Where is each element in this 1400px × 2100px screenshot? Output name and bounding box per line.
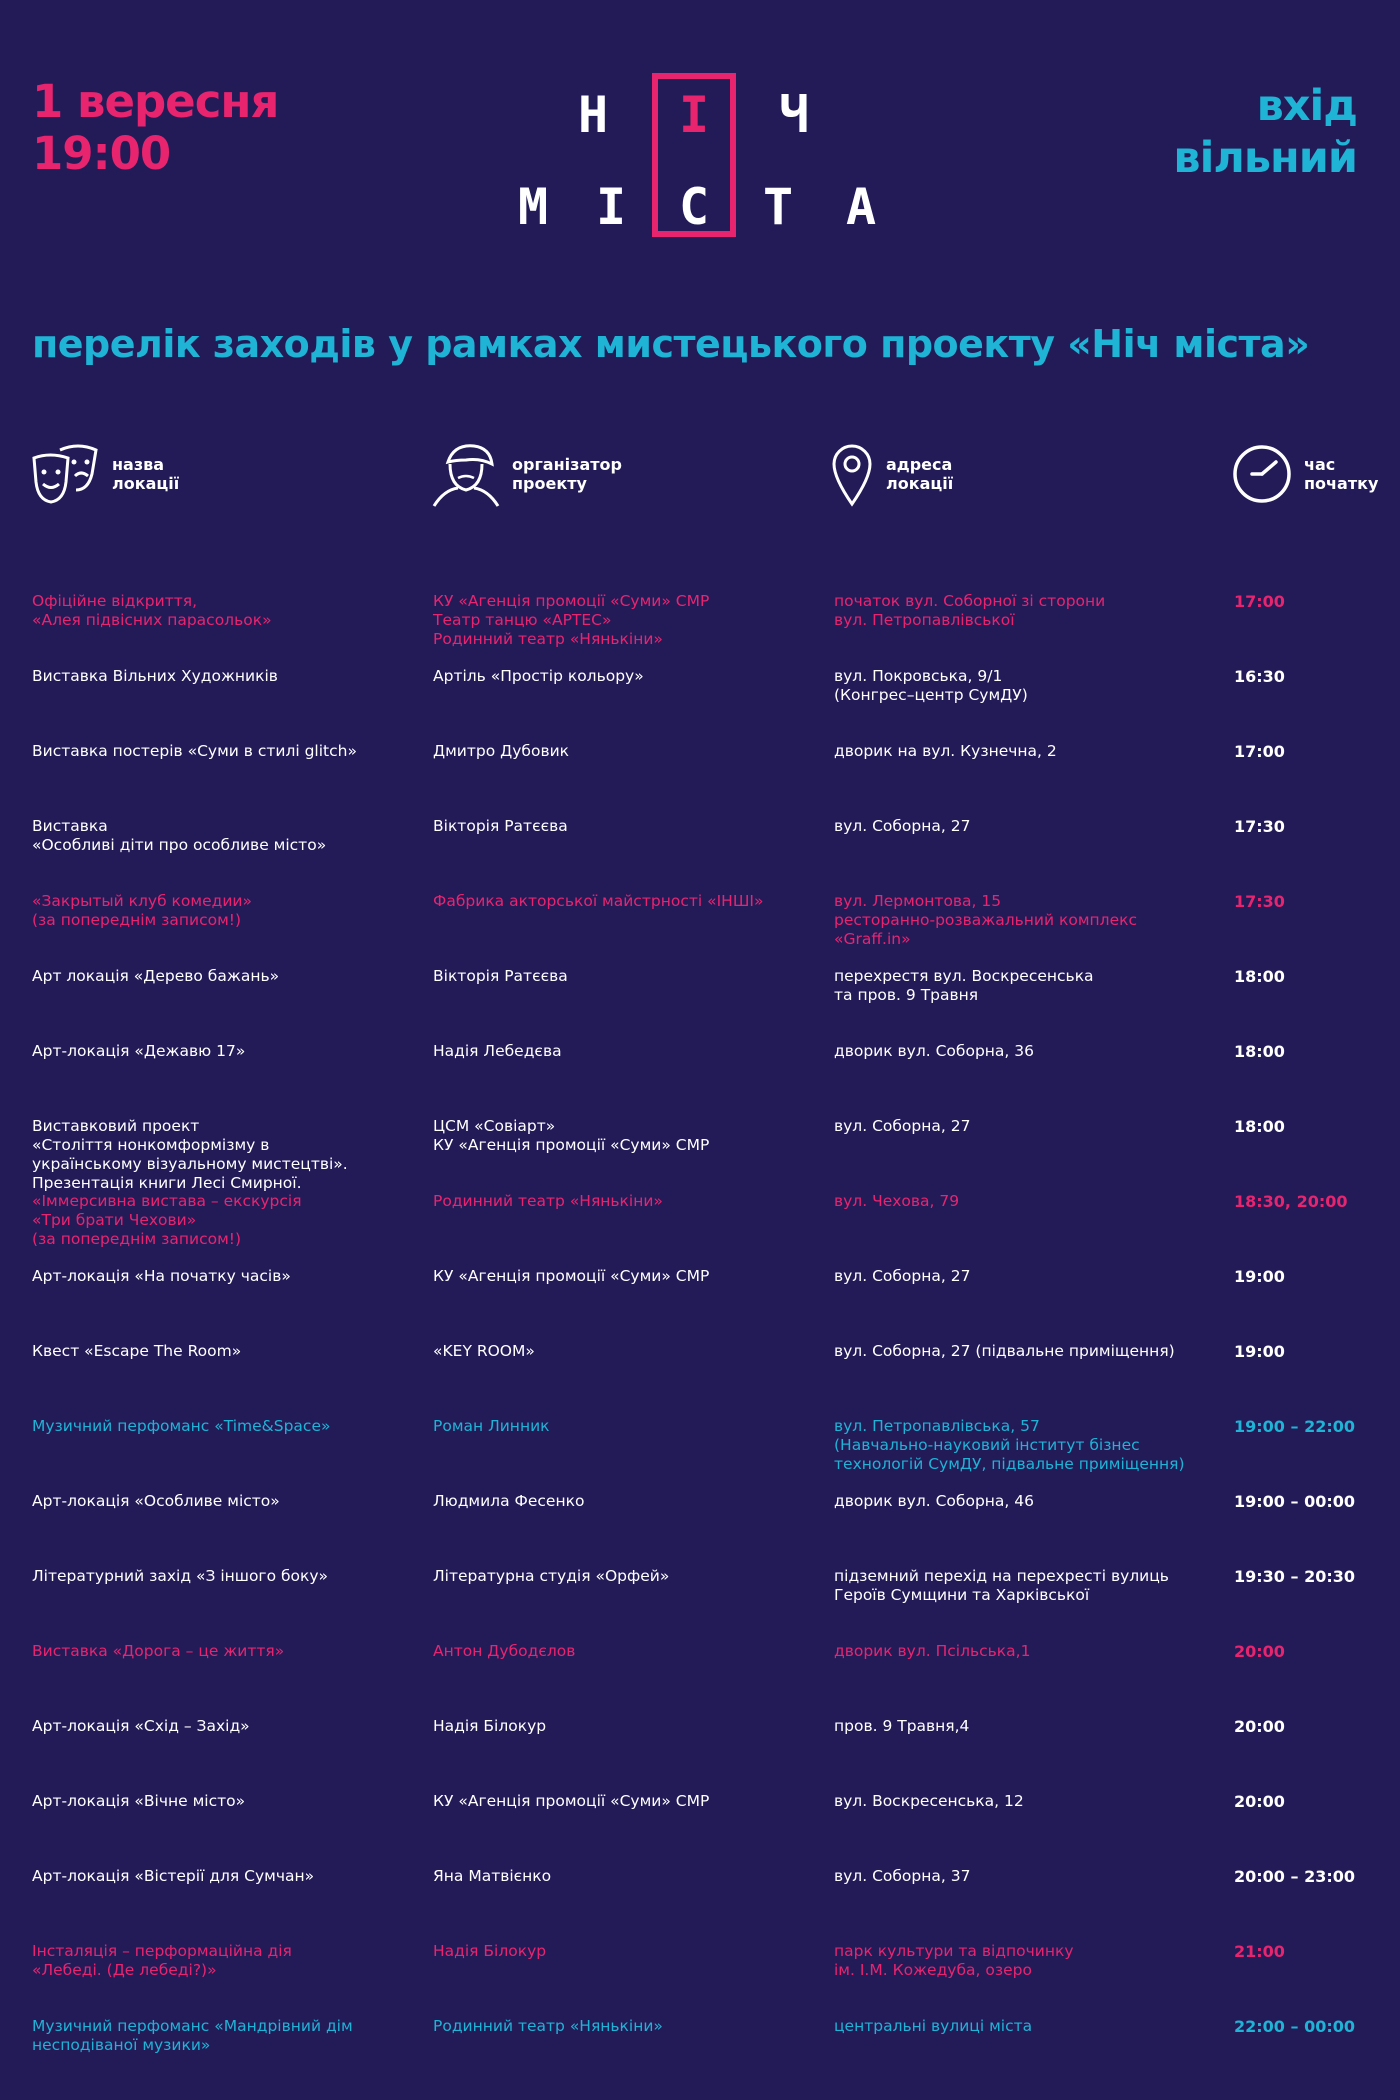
clock-icon — [1230, 438, 1294, 510]
event-time: 19:30 – 20:30 — [1234, 1567, 1355, 1586]
column-header-location — [30, 438, 222, 510]
event-organizer: Фабрика акторської майстрності «ІНШІ» — [433, 892, 764, 910]
table-row — [0, 1192, 1400, 1267]
table-row — [0, 817, 1400, 892]
table-row — [0, 1342, 1400, 1417]
event-organizer: Людмила Фесенко — [433, 1492, 585, 1510]
table-row — [0, 2017, 1400, 2092]
event-name: Виставковий проект «Століття нонкомформізму в українському візуальному мистецтві». Презентація книги Лесі Смирної. — [32, 1117, 348, 1192]
person-icon — [430, 438, 502, 510]
event-name: Арт-локація «Особливе місто» — [32, 1492, 280, 1510]
event-address: вул. Соборна, 37 — [834, 1867, 971, 1885]
event-address: вул. Соборна, 27 — [834, 1117, 971, 1135]
table-row — [0, 1642, 1400, 1717]
event-address: підземний перехід на перехресті вулиць Героїв Сумщини та Харківської — [834, 1567, 1169, 1604]
event-name: Виставка «Дорога – це життя» — [32, 1642, 285, 1660]
logo-letter: С — [678, 178, 710, 236]
event-address: дворик вул. Соборна, 46 — [834, 1492, 1035, 1510]
table-row — [0, 1717, 1400, 1792]
event-date — [32, 76, 278, 180]
event-time: 19:00 — [1234, 1342, 1285, 1361]
logo-letter: І — [678, 86, 710, 144]
event-address: центральні вулиці міста — [834, 2017, 1033, 2035]
event-time: 20:00 — [1234, 1642, 1285, 1661]
event-time: 17:00 — [1234, 742, 1285, 761]
event-name: Музичний перфоманс «Time&Space» — [32, 1417, 331, 1435]
column-label: організатор проекту — [512, 455, 622, 493]
table-row — [0, 1267, 1400, 1342]
event-organizer: Антон Дубодєлов — [433, 1642, 576, 1660]
free-entry-line2: вільний — [1173, 133, 1357, 183]
table-row — [0, 967, 1400, 1042]
event-name: Літературний захід «З іншого боку» — [32, 1567, 329, 1585]
event-organizer: КУ «Агенція промоції «Суми» СМР — [433, 1792, 710, 1810]
event-time: 20:00 – 23:00 — [1234, 1867, 1355, 1886]
event-organizer: Вікторія Ратєєва — [433, 817, 568, 835]
event-name: Виставка Вільних Художників — [32, 667, 278, 685]
event-organizer: Яна Матвієнко — [433, 1867, 552, 1885]
date-text: 1 вересня — [32, 75, 279, 128]
event-address: початок вул. Соборної зі сторони вул. Петропавлівської — [834, 592, 1106, 629]
event-name: Виставка «Особливі діти про особливе місто» — [32, 817, 327, 854]
event-time: 21:00 — [1234, 1942, 1285, 1961]
table-row — [0, 1567, 1400, 1642]
table-row — [0, 1042, 1400, 1117]
event-organizer: Родинний театр «Нянькіни» — [433, 1192, 663, 1210]
event-organizer: Літературна студія «Орфей» — [433, 1567, 670, 1585]
page-subtitle: перелік заходів у рамках мистецького проекту «Ніч міста» — [32, 322, 1310, 366]
event-time: 19:00 – 00:00 — [1234, 1492, 1355, 1511]
logo-letter: Ч — [778, 86, 810, 144]
event-name: Офіційне відкриття, «Алея підвісних парасольок» — [32, 592, 272, 629]
event-time: 19:00 – 22:00 — [1234, 1417, 1355, 1436]
event-organizer: «KEY ROOM» — [433, 1342, 535, 1360]
event-address: дворик на вул. Кузнечна, 2 — [834, 742, 1057, 760]
column-header-time — [1230, 438, 1400, 510]
logo-letter: А — [845, 178, 877, 236]
event-time: 18:30, 20:00 — [1234, 1192, 1348, 1211]
event-time: 18:00 — [1234, 967, 1285, 986]
event-time: 18:00 — [1234, 1117, 1285, 1136]
theater-masks-icon — [30, 438, 102, 510]
event-organizer: Роман Линник — [433, 1417, 550, 1435]
event-address: вул. Лермонтова, 15 ресторанно-розважальний комплекс «Graff.in» — [834, 892, 1137, 948]
column-label: час початку — [1304, 455, 1379, 493]
event-organizer: Артіль «Простір кольору» — [433, 667, 644, 685]
event-name: Арт локація «Дерево бажань» — [32, 967, 280, 985]
table-row — [0, 667, 1400, 742]
event-address: дворик вул. Псільська,1 — [834, 1642, 1031, 1660]
event-organizer: Надія Білокур — [433, 1942, 547, 1960]
table-row — [0, 892, 1400, 967]
event-time: 19:00 — [1234, 1267, 1285, 1286]
free-entry-line1: вхід — [1256, 81, 1357, 131]
event-organizer: Дмитро Дубовик — [433, 742, 570, 760]
event-time: 17:00 — [1234, 592, 1285, 611]
event-time: 16:30 — [1234, 667, 1285, 686]
event-time: 17:30 — [1234, 817, 1285, 836]
event-address: вул. Соборна, 27 — [834, 817, 971, 835]
event-name: Арт-локація «Схід – Захід» — [32, 1717, 250, 1735]
event-address: вул. Чехова, 79 — [834, 1192, 960, 1210]
event-name: «Іммерсивна вистава – екскурсія «Три брати Чехови» (за попереднім записом!) — [32, 1192, 302, 1248]
event-name: Музичний перфоманс «Мандрівний дім несподіваної музики» — [32, 2017, 353, 2054]
table-row — [0, 1867, 1400, 1942]
logo-letter: Т — [762, 178, 794, 236]
event-time: 20:00 — [1234, 1792, 1285, 1811]
event-address: парк культури та відпочинку ім. І.М. Кожедуба, озеро — [834, 1942, 1074, 1979]
column-label: назва локації — [112, 455, 180, 493]
event-address: вул. Соборна, 27 — [834, 1267, 971, 1285]
event-time: 22:00 – 00:00 — [1234, 2017, 1355, 2036]
event-time: 18:00 — [1234, 1042, 1285, 1061]
event-name: Інсталяція – перформаційна дія «Лебеді. (Де лебеді?)» — [32, 1942, 292, 1979]
table-row — [0, 742, 1400, 817]
event-organizer: Надія Білокур — [433, 1717, 547, 1735]
table-row — [0, 1417, 1400, 1492]
event-address: вул. Петропавлівська, 57 (Навчально-науковий інститут бізнес технологій СумДУ, підвальне приміщення) — [834, 1417, 1185, 1473]
column-header-organizer — [430, 438, 622, 510]
table-row — [0, 1942, 1400, 2017]
event-name: Арт-локація «Вічне місто» — [32, 1792, 246, 1810]
event-name: Арт-локація «Дежавю 17» — [32, 1042, 246, 1060]
event-organizer: КУ «Агенція промоції «Суми» СМР Театр танцю «АРТЕС» Родинний театр «Нянькіни» — [433, 592, 710, 648]
event-address: пров. 9 Травня,4 — [834, 1717, 970, 1735]
start-time: 19:00 — [32, 127, 171, 180]
event-organizer: КУ «Агенція промоції «Суми» СМР — [433, 1267, 710, 1285]
logo-letter: Н — [577, 86, 609, 144]
event-name: Квест «Escape The Room» — [32, 1342, 242, 1360]
event-name: Арт-локація «На початку часів» — [32, 1267, 291, 1285]
nich-mista-logo — [500, 70, 900, 250]
event-organizer: Родинний театр «Нянькіни» — [433, 2017, 663, 2035]
event-address: вул. Соборна, 27 (підвальне приміщення) — [834, 1342, 1175, 1360]
event-organizer: ЦСМ «Совіарт» КУ «Агенція промоції «Суми» СМР — [433, 1117, 710, 1154]
event-name: Виставка постерів «Суми в стилі glitch» — [32, 742, 357, 760]
column-header-address — [828, 438, 996, 510]
logo-letter: І — [595, 178, 627, 236]
table-row — [0, 1492, 1400, 1567]
free-entry — [1173, 80, 1357, 184]
event-organizer: Вікторія Ратєєва — [433, 967, 568, 985]
event-organizer: Надія Лебедєва — [433, 1042, 562, 1060]
column-label: адреса локації — [886, 455, 954, 493]
map-pin-icon — [828, 438, 876, 510]
event-address: вул. Воскресенська, 12 — [834, 1792, 1024, 1810]
table-row — [0, 1792, 1400, 1867]
event-address: вул. Покровська, 9/1 (Конгрес–центр СумДУ) — [834, 667, 1028, 704]
event-name: Арт-локація «Вістерії для Сумчан» — [32, 1867, 315, 1885]
event-address: перехрестя вул. Воскресенська та пров. 9 Травня — [834, 967, 1094, 1004]
event-address: дворик вул. Соборна, 36 — [834, 1042, 1035, 1060]
event-time: 20:00 — [1234, 1717, 1285, 1736]
logo-letter: М — [517, 178, 549, 236]
table-row — [0, 1117, 1400, 1192]
event-name: «Закрытый клуб комедии» (за попереднім записом!) — [32, 892, 252, 929]
event-time: 17:30 — [1234, 892, 1285, 911]
table-row — [0, 592, 1400, 667]
